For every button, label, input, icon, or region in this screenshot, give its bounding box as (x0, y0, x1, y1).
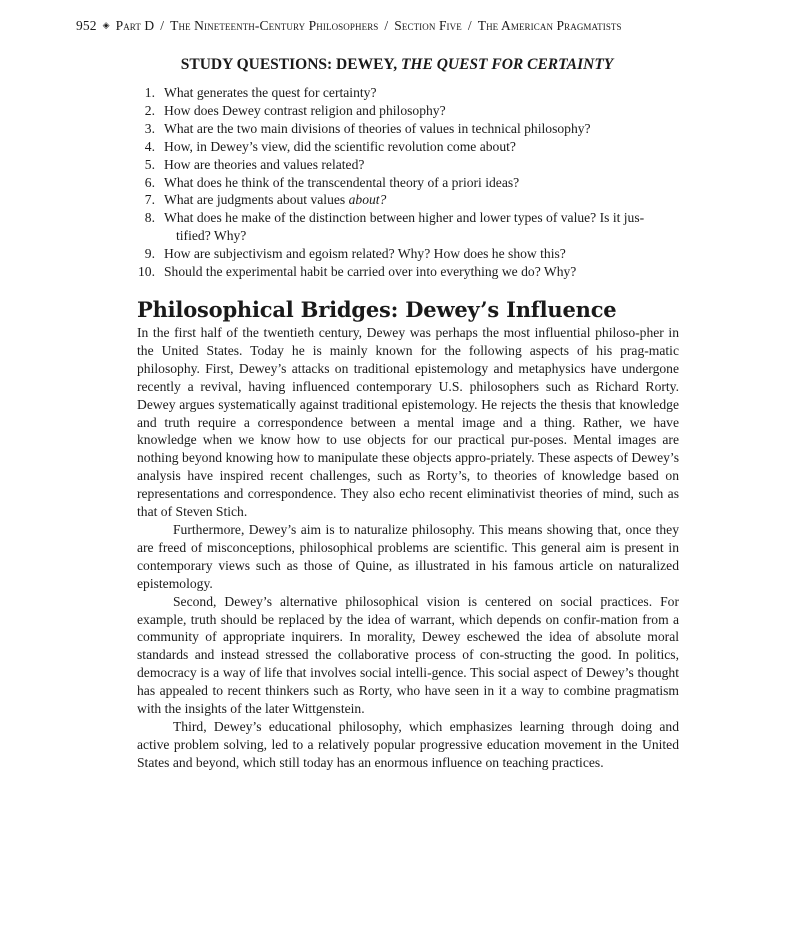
question-number: 4. (144, 138, 155, 154)
study-questions-title-prefix: STUDY QUESTIONS: DEWEY, (180, 56, 401, 73)
question-text: What does he think of the transcendental theory of a priori ideas? (164, 174, 520, 190)
question-text: What generates the quest for certainty? (164, 85, 377, 100)
question-text: How does Dewey contrast religion and philosophy? (164, 102, 446, 118)
paragraph: In the first half of the twentieth century, Dewey was perhaps the most influential philoso-pher in the United States. Today he is mainly known for the following aspects of his prag-matic philosophy. First, Dewey’s attacks on traditional epistemology and metaphysics have undergone recently a revival, having influenced contemporary U.S. philosophers such as Richard Rorty. Dewey argues systematically against traditional epistemology. He rejects the thesis that knowledge and truth require a correspondence between a mental image and a thing. Rather, we have knowledge when we know how to use objects for our practical pur-poses. Mental images are nothing beyond knowing how to manipulate these objects appro-priately. These aspects of Dewey’s analysis have inspired recent challenges, such as Rorty’s, to theories of knowledge based on representations and correspondence. They also echo recent eliminativist theories of mind, such as that of Steven Stich. (137, 325, 679, 520)
question-text: What are the two main divisions of theories of values in technical philosophy? (164, 120, 591, 136)
question-text: What are judgments about values (164, 192, 349, 208)
study-questions-title (0, 56, 794, 74)
paragraph: Second, Dewey’s alternative philosophical vision is centered on social practices. For example, truth should be replaced by the idea of warrant, which depends on confir-mation from a community of appropriate inquirers. In morality, Dewey eschewed the idea of absolute moral standards and instead stressed the collaborative process of con-structing the good. In politics, democracy is a way of life that involves social intelli-gence. This social aspect of Dewey’s thought has appealed to recent thinkers such as Rorty, who have seen in it a way to combine pragmatism with the insights of the later Wittgenstein. (137, 593, 679, 717)
question-number: 3. (144, 120, 155, 136)
question-text: How are subjectivism and egoism related? Why? How does he show this? (164, 246, 566, 262)
running-head-separator: / (160, 18, 165, 33)
study-questions-list (137, 84, 682, 281)
list-item (137, 138, 682, 156)
question-number: 1. (144, 85, 155, 100)
list-item (137, 120, 682, 138)
list-item (137, 209, 682, 245)
running-head-part: Part D (115, 18, 155, 33)
section-heading: Philosophical Bridges: Dewey’s Influence (137, 297, 617, 322)
running-head-book-section: The Nineteenth-Century Philosophers (170, 18, 379, 33)
running-head-separator: / (467, 18, 472, 33)
list-item (137, 191, 682, 209)
running-head-separator: / (384, 18, 389, 33)
question-text-italic: about? (348, 192, 387, 208)
question-number: 6. (144, 174, 155, 190)
list-item (137, 245, 682, 263)
question-number: 5. (144, 156, 155, 172)
question-number: 10. (138, 264, 155, 280)
running-head-chapter: The American Pragmatists (477, 18, 622, 33)
question-number: 8. (144, 210, 155, 226)
list-item (137, 156, 682, 174)
list-item (137, 263, 682, 281)
question-number: 7. (144, 192, 155, 208)
question-number: 9. (144, 246, 155, 262)
paragraph: Third, Dewey’s educational philosophy, which emphasizes learning through doing and active problem solving, led to a relatively popular progressive education movement in the United States and beyond, which still today has an enormous influence on teaching practices. (137, 718, 679, 770)
list-item (137, 102, 682, 120)
page-number: 952 (76, 18, 97, 33)
question-text: What does he make of the distinction between higher and lower types of value? Is it jus- (164, 210, 645, 226)
study-questions-title-work: THE QUEST FOR CERTAINTY (400, 56, 614, 73)
body-text (137, 324, 679, 772)
running-head (76, 18, 622, 34)
question-text: How are theories and values related? (164, 156, 365, 172)
question-text: Should the experimental habit be carried over into everything we do? Why? (164, 264, 577, 280)
list-item (137, 84, 682, 102)
question-text: How, in Dewey’s view, did the scientific revolution come about? (164, 138, 516, 154)
running-head-section: Section Five (394, 18, 462, 33)
list-item (137, 174, 682, 192)
paragraph: Furthermore, Dewey’s aim is to naturalize philosophy. This means showing that, once they are freed of misconceptions, philosophical problems are scientific. This general aim is present in contemporary views such as those of Quine, as illustrated in his famous article on naturalized epistemology. (137, 521, 679, 591)
question-number: 2. (144, 102, 155, 118)
arrow-icon: ◈ (102, 20, 110, 30)
question-text-continuation: tified? Why? (176, 228, 247, 244)
